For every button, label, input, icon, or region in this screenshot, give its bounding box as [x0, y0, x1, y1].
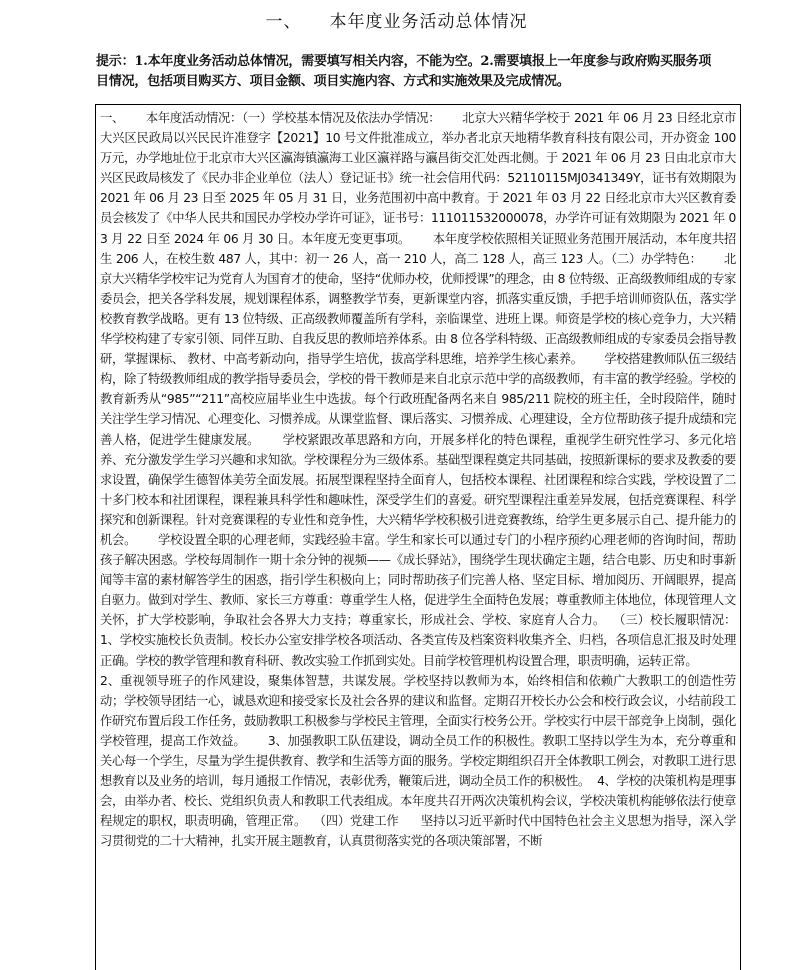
activity-content-box — [95, 104, 741, 970]
section-title: 本年度业务活动总体情况 — [329, 12, 528, 32]
instruction-notice: 提示：1.本年度业务活动总体情况，需要填写相关内容，不能为空。2.需要填报上一年度参与政府购买服务项目情况，包括项目购买方、项目金额、项目实施内容、方式和实施效果及完成情况。 — [96, 54, 712, 89]
section-number: 一、 — [265, 12, 302, 32]
activity-content-text: 一、 本年度活动情况：（一）学校基本情况及依法办学情况： 北京大兴精华学校于 2021 年 06 月 23 日经北京市大兴区民政局以兴民民许准登字【2021】10 号文件批准成立，举办者北京天地精华教育科技有限公司，开办资金 100 万元，办学地址位于北京市大兴区瀛海镇瀛海工业区瀛祥路与瀛昌街交汇处西北侧。于 2021 年 06 月 23 日由北京市大兴区民政局核发了《民办非企业单位（法人）登记证书》统一社会信用代码：52110115MJ0341349Y，证书有效期限为 2021 年 06 月 23 日至 2025 年 05 月 31 日，业务范围初中高中教育。于 2021 年 03 月 22 日经北京市大兴区教育委员会核发了《中华人民共和国民办学校办学许可证》，证书号：111011532000078，办学许可证有效期限为 2021 年 03 月 22 日至 2024 年 06 月 30 日。本年度无变更事项。 本年度学校依照相关证照业务范围开展活动，本年度共招生 206 人，在校生数 487 人，其中：初一 26 人，高一 210 人，高二 128 人，高三 123 人。（二）办学特色： 北京大兴精华学校牢记为党育人为国育才的使命，坚持“优师办校，优师授课”的理念，由 8 位特级、正高级教师组成的专家委员会，把关各学科发展，规划课程体系，调整教学节奏，更新课堂内容，抓落实重反馈，手把手培训师资队伍，落实学校教育教学战略。更有 13 位特级、正高级教师覆盖所有学科，亲临课堂、进班上课。师资是学校的核心竞争力，大兴精华学校构建了专家引领、同伴互助、自我反思的教师培养体系。由 8 位各学科特级、正高级教师组成的专家委员会指导教研，掌握课标、 教材、中高考新动向，指导学生培优，拔高学科思维，培养学生核心素养。 学校搭建教师队伍三级结构，除了特级教师组成的教学指导委员会，学校的骨干教师是来自北京示范中学的高级教师，有丰富的教学经验。学校的教育新秀从“985”“211”高校应届毕业生中选拔。每个行政班配备两名来自 985/211 院校的班主任，全时段陪伴，随时关注学生学习情况、心理变化、习惯养成。从课堂监督、课后落实、习惯养成、心理建设，全方位帮助孩子提升成绩和完善人格，促进学生健康发展。 学校紧跟改革思路和方向，开展多样化的特色课程，重视学生研究性学习、多元化培养、充分激发学生学习兴趣和求知欲。学校课程分为三级体系。基础型课程奠定共同基础，按照新课标的要求及教委的要求设置，确保学生德智体美劳全面发展。拓展型课程坚持全面育人，包括校本课程、社团课程和综合实践，学校设置了二十多门校本和社团课程，课程兼具科学性和趣味性，深受学生们的喜爱。研究型课程注重差异发展，包括竞赛课程、科学探究和创新课程。针对竞赛课程的专业性和竞争性，大兴精华学校积极引进竞赛教练，给学生更多展示自己、提升能力的机会。 学校设置全职的心理老师，实践经验丰富。学生和家长可以通过专门的小程序预约心理老师的咨询时间，帮助孩子解决困惑。学校每周制作一期十余分钟的视频——《成长驿站》，围绕学生现状确定主题，结合电影、历史和时事新闻等丰富的素材解答学生的困惑，指引学生积极向上；同时帮助孩子们完善人格、坚定目标、增加阅历、开阔眼界，提高自驱力。做到对学生、教师、家长三方尊重：尊重学生人格，促进学生全面特色发展；尊重教师主体地位，体现管理人文关怀，扩大学校影响，争取社会各界大力支持；尊重家长，形成社会、学校、家庭育人合力。 （三）校长履职情况： 1、学校实施校长负责制。校长办公室安排学校各项活动、各类宣传及档案资料收集齐全、归档，各项信息汇报及时处理正确。学校的教学管理和教育科研、教改实验工作抓到实处。目前学校管理机构设置合理，职责明确，运转正常。 2、重视领导班子的作风建设，聚集体智慧，共谋发展。学校坚持以教师为本，始终相信和依赖广大教职工的创造性劳动；学校领导团结一心，诚恳欢迎和接受家长及社会各界的建议和监督。定期召开校长办公会和校行政会议，小结前段工作研究布置后段工作任务，鼓励教职工积极参与学校民主管理，全面实行校务公开。学校实行中层干部竞争上岗制，强化学校管理，提高工作效益。 3、加强教职工队伍建设，调动全员工作的积极性。教职工坚持以学生为本，充分尊重和关心每一个学生，尽量为学生提供教育、教学和生活等方面的服务。学校定期组织召开全体教职工例会，对教职工进行思想教育以及业务的培训，每月通报工作情况，表彰优秀，鞭策后进，调动全员工作的积极性。 4、学校的决策机构是理事会，由举办者、校长、党组织负责人和教职工代表组成。本年度共召开两次决策机构会议，学校决策机构能够依法行使章程规定的职权，职责明确，管理正常。 （四）党建工作 坚持以习近平新时代中国特色社会主义思想为指导，深入学习贯彻党的二十大精神，扎实开展主题教育，认真贯彻落实党的各项决策部署，不断 — [100, 111, 736, 849]
section-heading — [0, 6, 793, 38]
